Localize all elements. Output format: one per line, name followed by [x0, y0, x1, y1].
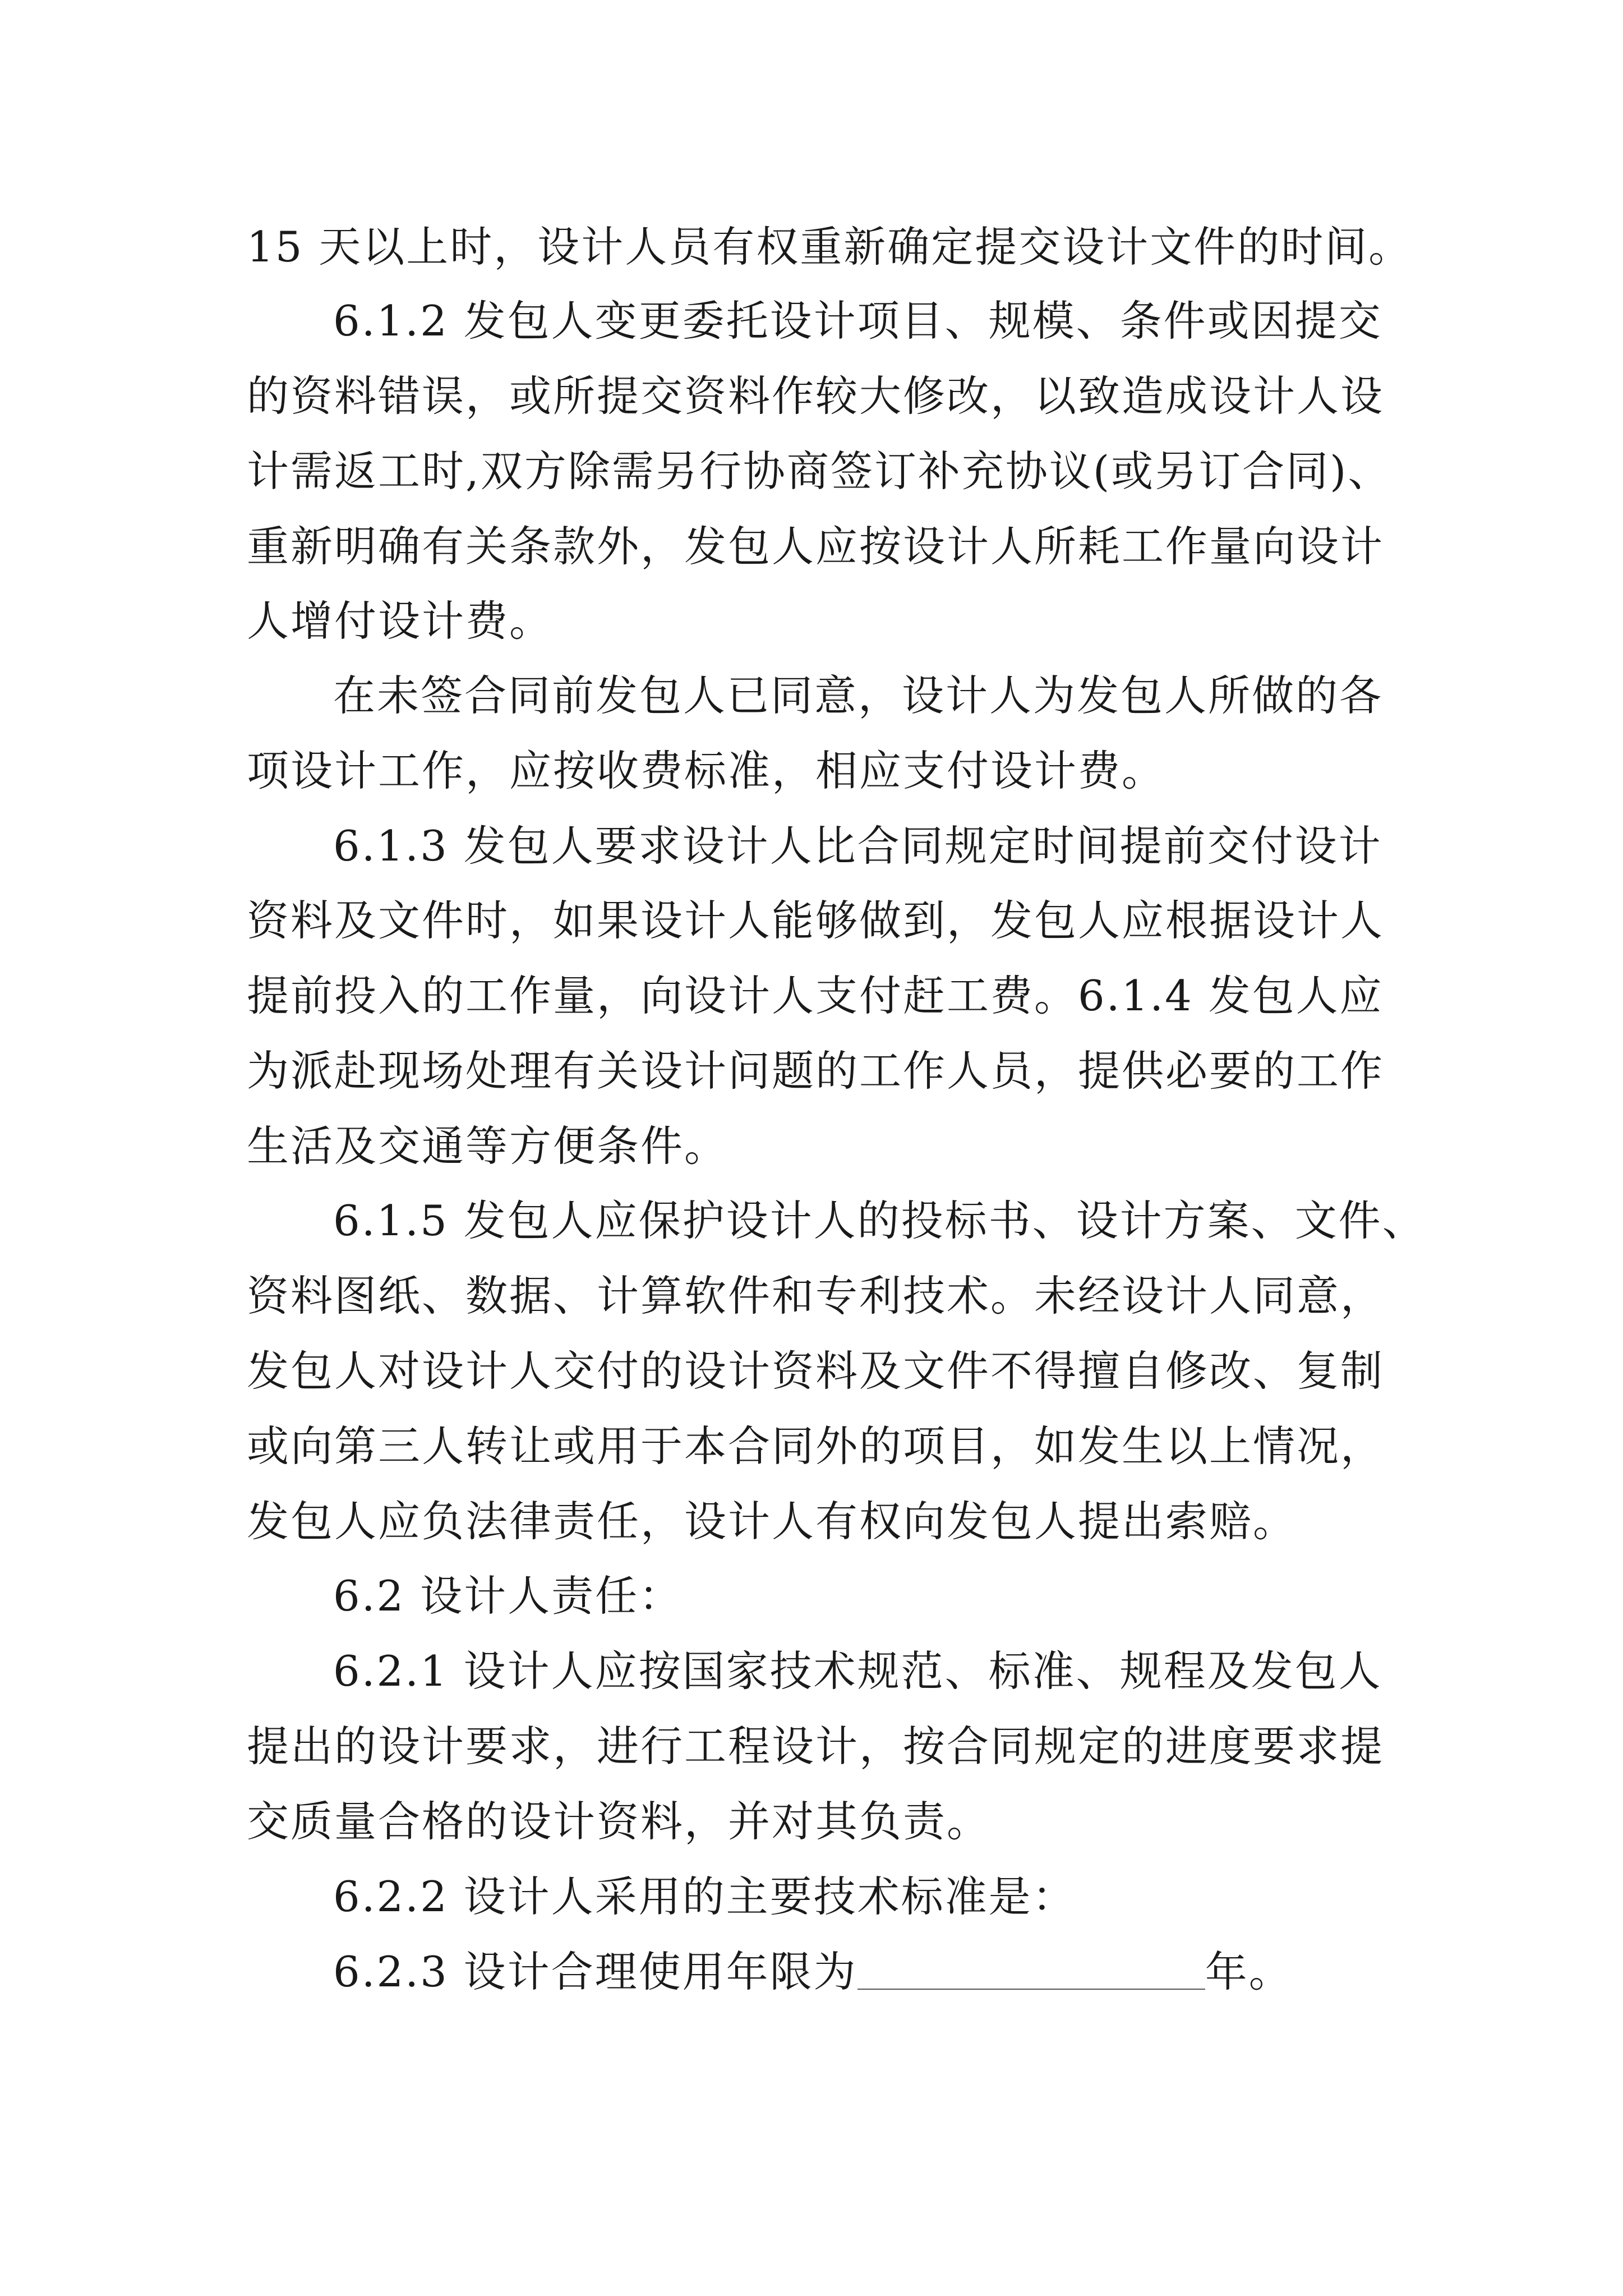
- paragraph-line: 人增付设计费。: [247, 596, 554, 646]
- paragraph-line: 在未签合同前发包人已同意，设计人为发包人所做的各: [333, 671, 1384, 720]
- paragraph-line: 发包人应负法律责任，设计人有权向发包人提出索赔。: [247, 1497, 1297, 1546]
- paragraph-line: 或向第三人转让或用于本合同外的项目，如发生以上情况，: [247, 1421, 1385, 1471]
- paragraph-line: 重新明确有关条款外，发包人应按设计人所耗工作量向设计: [247, 522, 1385, 571]
- section-heading: 6.2 设计人责任：: [333, 1571, 683, 1621]
- paragraph-line: 6.2.1 设计人应按国家技术规范、标准、规程及发包人: [333, 1646, 1382, 1696]
- fill-in-suffix: 年。: [1205, 1947, 1293, 1996]
- paragraph-line: 提前投入的工作量，向设计人支付赶工费。6.1.4 发包人应: [247, 971, 1384, 1020]
- fill-in-line: [333, 1947, 1293, 1997]
- blank-underline: [857, 1955, 1205, 1990]
- paragraph-line: 6.1.2 发包人变更委托设计项目、规模、条件或因提交: [333, 296, 1382, 346]
- paragraph-line: 生活及交通等方便条件。: [247, 1121, 728, 1171]
- paragraph-line: 的资料错误，或所提交资料作较大修改，以致造成设计人设: [247, 371, 1385, 421]
- paragraph-line: 计需返工时,双方除需另行协商签订补充协议(或另订合同)、: [247, 447, 1392, 496]
- paragraph-line: 发包人对设计人交付的设计资料及文件不得擅自修改、复制: [247, 1346, 1385, 1396]
- paragraph-line: 6.1.5 发包人应保护设计人的投标书、设计方案、文件、: [333, 1196, 1426, 1245]
- paragraph-line: 资料图纸、数据、计算软件和专利技术。未经设计人同意，: [247, 1271, 1385, 1320]
- paragraph-line: 交质量合格的设计资料，并对其负责。: [247, 1797, 991, 1846]
- paragraph-line: 6.1.3 发包人要求设计人比合同规定时间提前交付设计: [333, 821, 1382, 871]
- paragraph-line: 为派赴现场处理有关设计问题的工作人员，提供必要的工作: [247, 1046, 1385, 1096]
- fill-in-prefix: 6.2.3 设计合理使用年限为: [333, 1947, 857, 1996]
- paragraph-line: 提出的设计要求，进行工程设计，按合同规定的进度要求提: [247, 1722, 1385, 1771]
- paragraph-line: 6.2.2 设计人采用的主要技术标准是：: [333, 1872, 1076, 1921]
- paragraph-line: 资料及文件时，如果设计人能够做到，发包人应根据设计人: [247, 896, 1385, 945]
- paragraph-line: 15 天以上时，设计人员有权重新确定提交设计文件的时间。: [247, 222, 1413, 272]
- paragraph-line: 项设计工作，应按收费标准，相应支付设计费。: [247, 746, 1166, 795]
